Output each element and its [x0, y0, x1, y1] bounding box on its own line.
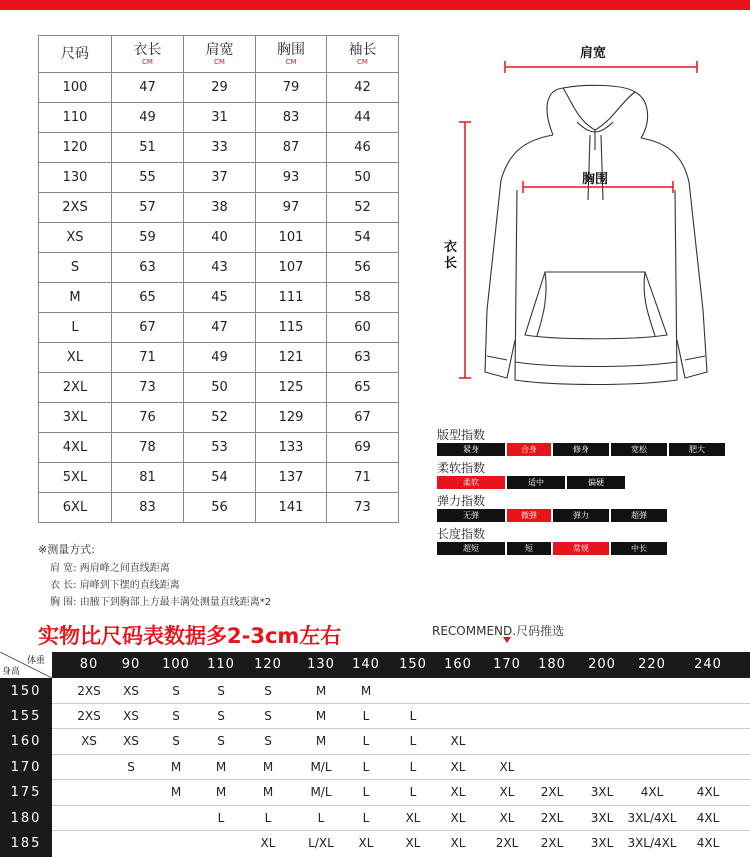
size-table-row — [39, 223, 399, 253]
size-table-cell: 83 — [256, 103, 327, 133]
size-table-cell: 51 — [112, 133, 184, 163]
recommendation-body — [0, 678, 750, 857]
size-table-cell: 50 — [184, 373, 256, 403]
size-table-cell: 44 — [327, 103, 399, 133]
hoodie-diagram — [445, 40, 745, 400]
recommended-size: S — [264, 709, 272, 723]
index-group — [437, 525, 725, 555]
index-option: 柔软 — [437, 476, 505, 489]
size-table-cell: 93 — [256, 163, 327, 193]
recommended-size: L — [264, 811, 272, 825]
recommended-size: L — [217, 811, 225, 825]
index-option: 弹力 — [553, 509, 609, 522]
recommended-size: M — [315, 709, 327, 723]
size-table-row — [39, 133, 399, 163]
recommended-size: M — [315, 734, 327, 748]
index-title: 版型指数 — [437, 428, 486, 442]
recommended-size: XS — [123, 734, 139, 748]
size-table-cell: 56 — [327, 253, 399, 283]
size-table-cell: 67 — [327, 403, 399, 433]
recommended-size: L — [362, 734, 370, 748]
index-option: 合身 — [507, 443, 551, 456]
size-table-cell: 53 — [184, 433, 256, 463]
size-table-cell: 59 — [112, 223, 184, 253]
weight-label: 100 — [162, 657, 190, 672]
index-option: 微弹 — [507, 509, 551, 522]
recommended-size: 2XL — [540, 785, 564, 799]
size-table-cell: 65 — [327, 373, 399, 403]
index-title: 弹力指数 — [437, 494, 486, 508]
header-unit: CM — [142, 57, 153, 66]
index-option: 适中 — [507, 476, 565, 489]
length-label: 衣长 — [444, 240, 458, 271]
recommended-size: 3XL — [590, 785, 614, 799]
weight-label: 120 — [254, 657, 282, 672]
size-table-cell: 120 — [39, 133, 112, 163]
size-table-cell: 2XS — [39, 193, 112, 223]
recommended-size: XL — [260, 836, 276, 850]
index-scale — [437, 476, 725, 489]
size-table-cell: 97 — [256, 193, 327, 223]
size-table-cell: 111 — [256, 283, 327, 313]
measure-notes-title: ※测量方式: — [38, 543, 95, 556]
size-table-cell: 79 — [256, 73, 327, 103]
size-table-cell: 67 — [112, 313, 184, 343]
size-table-cell: 43 — [184, 253, 256, 283]
recommended-size: M — [262, 785, 274, 799]
recommended-size: M — [170, 785, 182, 799]
size-table-cell: M — [39, 283, 112, 313]
size-table-cell: XS — [39, 223, 112, 253]
header-label: 衣长 — [133, 41, 162, 58]
header-unit: CM — [214, 57, 225, 66]
recommended-size: L — [317, 811, 325, 825]
recommended-size: 3XL — [590, 811, 614, 825]
recommended-size: L — [409, 760, 417, 774]
recommended-size: XL — [450, 811, 466, 825]
recommended-size: M — [315, 684, 327, 698]
recommended-size: M/L — [310, 760, 332, 774]
recommended-size: S — [264, 684, 272, 698]
size-table-row — [39, 253, 399, 283]
size-table-header — [39, 36, 399, 73]
recommended-size: L — [409, 785, 417, 799]
table-corner — [0, 652, 52, 678]
weight-header-row — [0, 652, 750, 678]
recommended-size: XL — [358, 836, 374, 850]
index-group — [437, 492, 725, 522]
weight-label: 200 — [588, 657, 616, 672]
size-table-cell: 87 — [256, 133, 327, 163]
recommended-size: 2XS — [77, 709, 101, 723]
recommended-size: 4XL — [696, 836, 720, 850]
shoulder-label: 肩宽 — [580, 46, 607, 61]
size-table-cell: 100 — [39, 73, 112, 103]
recommended-size: M — [215, 760, 227, 774]
index-option: 宽松 — [611, 443, 667, 456]
size-difference-notice: 实物比尺码表数据多2-3cm左右 — [38, 624, 342, 648]
top-banner — [0, 0, 750, 10]
recommended-size: S — [172, 709, 180, 723]
recommended-size: 2XS — [77, 684, 101, 698]
index-scale — [437, 509, 725, 522]
index-option: 修身 — [553, 443, 609, 456]
size-table-cell: 125 — [256, 373, 327, 403]
recommended-size: 2XL — [495, 836, 519, 850]
recommended-size: 4XL — [640, 785, 664, 799]
size-table-cell: 33 — [184, 133, 256, 163]
size-table-cell: 54 — [184, 463, 256, 493]
note-shoulder: 肩 宽: 两肩峰之间直线距离 — [50, 563, 170, 574]
size-table-cell: 141 — [256, 493, 327, 523]
size-table-cell: 83 — [112, 493, 184, 523]
size-table — [38, 35, 399, 523]
size-table-cell: 50 — [327, 163, 399, 193]
corner-weight-label: 体重 — [27, 656, 46, 666]
size-table-cell: 71 — [112, 343, 184, 373]
size-table-cell: 121 — [256, 343, 327, 373]
recommended-size: XL — [450, 785, 466, 799]
size-table-header-cell — [184, 36, 256, 73]
size-table-cell: 71 — [327, 463, 399, 493]
size-table-header-cell — [327, 36, 399, 73]
size-table-cell: 29 — [184, 73, 256, 103]
size-table-cell: 46 — [327, 133, 399, 163]
header-label: 尺码 — [61, 45, 89, 62]
recommended-size: L — [409, 709, 417, 723]
recommended-size: M/L — [310, 785, 332, 799]
recommend-title: RECOMMEND.尺码推选 — [432, 624, 565, 638]
size-table-cell: 73 — [327, 493, 399, 523]
size-table-cell: 56 — [184, 493, 256, 523]
index-title: 长度指数 — [437, 527, 486, 541]
height-label: 180 — [10, 811, 42, 826]
weight-label: 240 — [694, 657, 722, 672]
size-table-cell: 45 — [184, 283, 256, 313]
recommended-size: 3XL — [590, 836, 614, 850]
recommended-size: M — [215, 785, 227, 799]
size-table-cell: 31 — [184, 103, 256, 133]
size-table-row — [39, 463, 399, 493]
recommended-size: L — [409, 734, 417, 748]
size-table-cell: 49 — [184, 343, 256, 373]
size-table-cell: 49 — [112, 103, 184, 133]
size-table-cell: 73 — [112, 373, 184, 403]
header-label: 肩宽 — [205, 41, 234, 58]
index-group — [437, 426, 725, 456]
recommended-size: S — [172, 684, 180, 698]
recommended-size: 4XL — [696, 811, 720, 825]
size-table-cell: 58 — [327, 283, 399, 313]
size-table-header-cell — [112, 36, 184, 73]
chest-label: 胸围 — [582, 172, 609, 187]
size-table-cell: 2XL — [39, 373, 112, 403]
recommended-size: XS — [123, 709, 139, 723]
size-table-cell: 55 — [112, 163, 184, 193]
size-table-cell: 101 — [256, 223, 327, 253]
size-table-cell: 130 — [39, 163, 112, 193]
size-table-cell: 78 — [112, 433, 184, 463]
index-option: 肥大 — [669, 443, 725, 456]
index-option: 超短 — [437, 542, 505, 555]
size-table-row — [39, 493, 399, 523]
size-table-row — [39, 313, 399, 343]
size-table-cell: 65 — [112, 283, 184, 313]
size-table-cell: 133 — [256, 433, 327, 463]
size-table-cell: 52 — [184, 403, 256, 433]
index-option: 中长 — [611, 542, 667, 555]
recommended-size: L — [362, 760, 370, 774]
size-table-row — [39, 343, 399, 373]
weight-label: 170 — [493, 657, 521, 672]
size-table-cell: 5XL — [39, 463, 112, 493]
size-table-cell: L — [39, 313, 112, 343]
measure-notes — [38, 541, 271, 611]
recommended-size: 2XL — [540, 811, 564, 825]
size-table-cell: 37 — [184, 163, 256, 193]
size-table-row — [39, 163, 399, 193]
size-table-cell: 38 — [184, 193, 256, 223]
recommended-size: L — [362, 811, 370, 825]
size-table-cell: 42 — [327, 73, 399, 103]
size-table-cell: 69 — [327, 433, 399, 463]
size-table-cell: 63 — [112, 253, 184, 283]
height-label: 160 — [10, 734, 42, 749]
recommended-size: XS — [81, 734, 97, 748]
height-label: 185 — [10, 836, 42, 851]
index-option: 常规 — [553, 542, 609, 555]
recommended-size: 3XL/4XL — [627, 811, 677, 825]
recommended-size: XL — [499, 760, 515, 774]
size-table-cell: 3XL — [39, 403, 112, 433]
recommended-size: S — [172, 734, 180, 748]
note-length: 衣 长: 肩峰到下摆的直线距离 — [50, 580, 180, 591]
index-option: 短 — [507, 542, 551, 555]
header-label: 袖长 — [348, 41, 377, 58]
recommended-size: L — [362, 709, 370, 723]
size-table-cell: 60 — [327, 313, 399, 343]
recommended-size: M — [262, 760, 274, 774]
size-table-cell: 110 — [39, 103, 112, 133]
header-unit: CM — [285, 57, 297, 66]
size-table-cell: 107 — [256, 253, 327, 283]
size-table-cell: 129 — [256, 403, 327, 433]
note-chest: 胸 围: 由腋下到胸部上方最丰满处测量直线距离*2 — [50, 597, 272, 608]
weight-label: 80 — [79, 657, 99, 672]
weight-label: 180 — [538, 657, 566, 672]
size-table-cell: 40 — [184, 223, 256, 253]
weight-label: 160 — [444, 657, 472, 672]
recommended-size: XL — [499, 811, 515, 825]
index-scale — [437, 542, 725, 555]
index-scale — [437, 443, 725, 456]
recommended-size: S — [127, 760, 135, 774]
header-unit: CM — [357, 57, 368, 66]
recommended-size: XS — [123, 684, 139, 698]
size-table-cell: XL — [39, 343, 112, 373]
size-table-cell: 4XL — [39, 433, 112, 463]
index-option: 超弹 — [611, 509, 667, 522]
corner-height-label: 身高 — [2, 667, 21, 677]
size-table-header-cell — [256, 36, 327, 73]
weight-label: 130 — [307, 657, 335, 672]
recommended-size: 3XL/4XL — [627, 836, 677, 850]
size-table-cell: S — [39, 253, 112, 283]
recommended-size: S — [217, 709, 225, 723]
size-table-cell: 57 — [112, 193, 184, 223]
size-table-row — [39, 403, 399, 433]
size-table-cell: 54 — [327, 223, 399, 253]
recommended-size: L — [362, 785, 370, 799]
recommended-size: S — [264, 734, 272, 748]
size-table-row — [39, 73, 399, 103]
index-option: 偏硬 — [567, 476, 625, 489]
recommend-arrow-icon — [503, 637, 511, 643]
recommended-size: XL — [450, 734, 466, 748]
weight-label: 140 — [352, 657, 380, 672]
size-table-cell: 52 — [327, 193, 399, 223]
weight-label: 90 — [121, 657, 141, 672]
recommended-size: XL — [450, 760, 466, 774]
recommended-size: XL — [405, 811, 421, 825]
index-option: 无弹 — [437, 509, 505, 522]
height-label: 170 — [10, 760, 42, 775]
size-table-cell: 137 — [256, 463, 327, 493]
size-table-row — [39, 283, 399, 313]
index-option: 紧身 — [437, 443, 505, 456]
height-label: 175 — [10, 785, 42, 800]
recommended-size: XL — [499, 785, 515, 799]
size-table-cell: 115 — [256, 313, 327, 343]
weight-label: 220 — [638, 657, 666, 672]
size-table-cell: 6XL — [39, 493, 112, 523]
size-table-cell: 47 — [112, 73, 184, 103]
recommended-size: 2XL — [540, 836, 564, 850]
index-title: 柔软指数 — [437, 461, 486, 475]
recommended-size: 4XL — [696, 785, 720, 799]
weight-label: 110 — [207, 657, 235, 672]
header-label: 胸围 — [277, 41, 305, 58]
index-group — [437, 459, 725, 489]
height-label: 155 — [10, 709, 42, 724]
size-table-row — [39, 193, 399, 223]
size-table-cell: 81 — [112, 463, 184, 493]
recommended-size: S — [217, 684, 225, 698]
recommended-size: XL — [405, 836, 421, 850]
fit-indices — [437, 426, 725, 558]
size-table-row — [39, 433, 399, 463]
height-label: 150 — [10, 684, 42, 699]
size-table-cell: 47 — [184, 313, 256, 343]
size-table-header-cell — [39, 36, 112, 73]
size-table-row — [39, 373, 399, 403]
size-table-cell: 63 — [327, 343, 399, 373]
recommended-size: M — [170, 760, 182, 774]
recommended-size: L/XL — [308, 836, 334, 850]
recommended-size: M — [360, 684, 372, 698]
recommended-size: S — [217, 734, 225, 748]
weight-label: 150 — [399, 657, 427, 672]
size-table-cell: 76 — [112, 403, 184, 433]
recommended-size: XL — [450, 836, 466, 850]
size-table-row — [39, 103, 399, 133]
